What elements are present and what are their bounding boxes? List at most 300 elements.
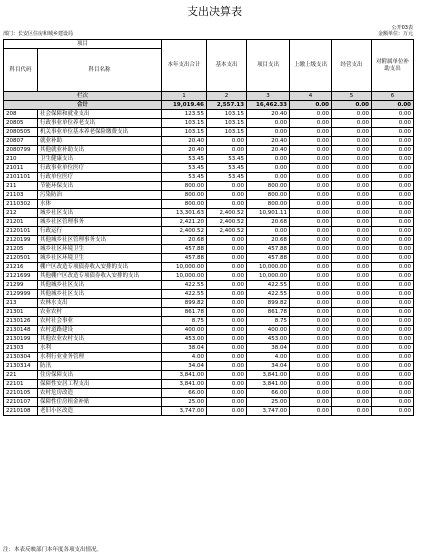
amount-cell: 0.00	[247, 155, 290, 164]
amount-cell: 0.00	[290, 389, 332, 398]
table-row	[4, 299, 414, 308]
amount-cell: 0.00	[332, 281, 372, 290]
amount-cell: 10,000.00	[162, 272, 207, 281]
seq-cell: 3	[247, 92, 290, 101]
amount-cell: 20.68	[247, 236, 290, 245]
amount-cell: 2,400.52	[162, 227, 207, 236]
subject-code: 2210107	[4, 398, 38, 407]
table-row	[4, 353, 414, 362]
amount-cell: 899.82	[247, 299, 290, 308]
amount-cell: 0.00	[207, 335, 247, 344]
amount-cell: 0.00	[207, 407, 247, 416]
subject-code: 2110302	[4, 200, 38, 209]
amount-cell: 0.00	[372, 326, 414, 335]
amount-cell: 0.00	[290, 227, 332, 236]
subject-name: 防汛	[38, 362, 162, 371]
amount-cell: 0.00	[372, 308, 414, 317]
amount-cell: 0.00	[332, 227, 372, 236]
amount-cell: 0.00	[290, 137, 332, 146]
seq-cell: 1	[162, 92, 207, 101]
table-row	[4, 128, 414, 137]
amount-cell: 0.00	[290, 209, 332, 218]
amount-cell: 422.55	[162, 281, 207, 290]
amount-cell: 457.88	[162, 254, 207, 263]
amount-cell: 0.00	[372, 371, 414, 380]
subject-name: 城乡社区支出	[38, 209, 162, 218]
amount-cell: 0.00	[372, 200, 414, 209]
amount-cell: 453.00	[162, 335, 207, 344]
subject-name: 城乡社区环境卫生	[38, 245, 162, 254]
table-note: 注：本表反映部门本年度各项支出情况。	[3, 547, 103, 553]
header-basic: 基本支出	[207, 40, 247, 92]
amount-cell: 2,400.52	[207, 218, 247, 227]
amount-cell: 3,747.00	[162, 407, 207, 416]
amount-cell: 20.68	[247, 218, 290, 227]
subject-name: 其他城乡社区管理事务支出	[38, 236, 162, 245]
header-code: 科目代码	[4, 49, 38, 92]
amount-cell: 3,841.00	[247, 371, 290, 380]
amount-cell: 0.00	[207, 137, 247, 146]
subject-name: 老旧小区改造	[38, 407, 162, 416]
amount-cell: 0.00	[332, 317, 372, 326]
amount-cell: 0.00	[372, 317, 414, 326]
amount-cell: 0.00	[247, 119, 290, 128]
amount-cell: 0.00	[372, 254, 414, 263]
subject-code: 21103	[4, 191, 38, 200]
amount-cell: 0.00	[290, 272, 332, 281]
table-row	[4, 191, 414, 200]
subject-name: 农村道路建设	[38, 326, 162, 335]
form-number: 公开03表	[391, 25, 413, 31]
table-row	[4, 200, 414, 209]
amount-cell: 20.40	[162, 137, 207, 146]
subject-name: 其他就业补助支出	[38, 146, 162, 155]
header-total: 本年支出合计	[162, 40, 207, 92]
amount-cell: 800.00	[247, 200, 290, 209]
amount-cell: 0.00	[332, 164, 372, 173]
amount-cell: 0.00	[290, 164, 332, 173]
amount-cell: 0.00	[290, 254, 332, 263]
table-row	[4, 164, 414, 173]
amount-cell: 4.00	[162, 353, 207, 362]
amount-cell: 0.00	[290, 146, 332, 155]
subject-name: 水利行业业务管理	[38, 353, 162, 362]
subject-code: 2210105	[4, 389, 38, 398]
table-row	[4, 326, 414, 335]
table-row	[4, 281, 414, 290]
subject-name: 卫生健康支出	[38, 155, 162, 164]
amount-cell: 103.15	[207, 110, 247, 119]
amount-cell: 0.00	[332, 182, 372, 191]
subject-name: 行政单位医疗	[38, 173, 162, 182]
amount-cell: 2,421.20	[162, 218, 207, 227]
amount-cell: 0.00	[247, 227, 290, 236]
subject-name: 农村危房改造	[38, 389, 162, 398]
amount-cell: 457.88	[162, 245, 207, 254]
table-row	[4, 407, 414, 416]
subject-name: 棚户区改造专项债券收入安排的支出	[38, 263, 162, 272]
amount-cell: 8.75	[247, 317, 290, 326]
amount-cell: 0.00	[207, 254, 247, 263]
table-row	[4, 227, 414, 236]
subject-code: 2120101	[4, 227, 38, 236]
amount-cell: 0.00	[332, 272, 372, 281]
subject-code: 2080505	[4, 128, 38, 137]
amount-cell: 0.00	[372, 182, 414, 191]
amount-cell: 0.00	[332, 119, 372, 128]
subject-name: 行政运行	[38, 227, 162, 236]
amount-cell: 0.00	[207, 299, 247, 308]
amount-cell: 0.00	[332, 209, 372, 218]
amount-cell: 13,301.63	[162, 209, 207, 218]
amount-cell: 0.00	[290, 290, 332, 299]
amount-cell: 0.00	[372, 263, 414, 272]
header-name: 科目名称	[38, 49, 162, 92]
amount-cell: 53.45	[162, 155, 207, 164]
subject-name: 水体	[38, 200, 162, 209]
amount-cell: 123.55	[162, 110, 207, 119]
table-row	[4, 182, 414, 191]
table-row	[4, 380, 414, 389]
amount-cell: 0.00	[290, 407, 332, 416]
amount-cell: 0.00	[372, 236, 414, 245]
amount-cell: 0.00	[372, 164, 414, 173]
table-row	[4, 254, 414, 263]
amount-cell: 0.00	[290, 344, 332, 353]
amount-cell: 0.00	[290, 200, 332, 209]
amount-cell: 0.00	[372, 218, 414, 227]
table-row	[4, 308, 414, 317]
amount-cell: 20.40	[247, 110, 290, 119]
table-row	[4, 317, 414, 326]
amount-cell: 2,400.52	[207, 227, 247, 236]
header-subsidy: 对附属单位补助支出	[372, 40, 414, 92]
amount-cell: 3,841.00	[247, 380, 290, 389]
amount-cell: 0.00	[372, 245, 414, 254]
subject-code: 2120501	[4, 254, 38, 263]
amount-cell: 20.40	[247, 137, 290, 146]
amount-cell: 0.00	[207, 272, 247, 281]
amount-cell: 0.00	[290, 335, 332, 344]
amount-cell: 0.00	[372, 299, 414, 308]
subject-code: 21201	[4, 218, 38, 227]
subject-code: 21303	[4, 344, 38, 353]
table-row	[4, 218, 414, 227]
subject-code: 2130148	[4, 326, 38, 335]
amount-cell: 422.55	[247, 290, 290, 299]
subject-code: 20805	[4, 119, 38, 128]
amount-cell: 0.00	[207, 308, 247, 317]
amount-cell: 53.45	[207, 155, 247, 164]
subject-name: 城乡社区管理事务	[38, 218, 162, 227]
table-row	[4, 155, 414, 164]
amount-cell: 0.00	[207, 200, 247, 209]
amount-cell: 0.00	[372, 407, 414, 416]
amount-cell: 53.45	[162, 173, 207, 182]
amount-cell: 10,000.00	[247, 263, 290, 272]
amount-cell: 38.04	[162, 344, 207, 353]
subject-code: 2130304	[4, 353, 38, 362]
amount-cell: 103.15	[162, 128, 207, 137]
total-row	[4, 101, 414, 110]
subject-code: 21301	[4, 308, 38, 317]
subject-code: 20807	[4, 137, 38, 146]
amount-cell: 3,747.00	[247, 407, 290, 416]
amount-cell: 0.00	[372, 398, 414, 407]
amount-cell: 0.00	[332, 128, 372, 137]
amount-cell: 0.00	[207, 263, 247, 272]
amount-cell: 0.00	[372, 209, 414, 218]
subject-code: 21216	[4, 263, 38, 272]
subject-name: 其他农业农村支出	[38, 335, 162, 344]
amount-cell: 0.00	[332, 290, 372, 299]
amount-cell: 0.00	[290, 182, 332, 191]
amount-cell: 0.00	[332, 263, 372, 272]
amount-cell: 800.00	[247, 182, 290, 191]
amount-cell: 0.00	[332, 146, 372, 155]
amount-cell: 8.75	[162, 317, 207, 326]
amount-cell: 457.88	[247, 254, 290, 263]
amount-cell: 0.00	[372, 128, 414, 137]
total-cell: 16,462.33	[247, 101, 290, 110]
subject-code: 213	[4, 299, 38, 308]
amount-cell: 66.00	[247, 389, 290, 398]
table-row	[4, 344, 414, 353]
amount-cell: 0.00	[290, 119, 332, 128]
subject-code: 2130314	[4, 362, 38, 371]
subject-name: 农林水支出	[38, 299, 162, 308]
amount-cell: 0.00	[207, 398, 247, 407]
subject-code: 2080799	[4, 146, 38, 155]
amount-cell: 0.00	[372, 119, 414, 128]
amount-cell: 0.00	[290, 191, 332, 200]
amount-cell: 0.00	[332, 110, 372, 119]
amount-cell: 861.78	[247, 308, 290, 317]
amount-cell: 0.00	[332, 398, 372, 407]
amount-cell: 0.00	[332, 335, 372, 344]
amount-cell: 3,841.00	[162, 380, 207, 389]
subject-code: 221	[4, 371, 38, 380]
table-row	[4, 236, 414, 245]
amount-cell: 0.00	[372, 137, 414, 146]
amount-cell: 400.00	[247, 326, 290, 335]
amount-cell: 0.00	[207, 380, 247, 389]
subject-name: 保障性安居工程支出	[38, 380, 162, 389]
amount-cell: 20.68	[162, 236, 207, 245]
subject-code: 2130199	[4, 335, 38, 344]
amount-cell: 0.00	[207, 281, 247, 290]
amount-cell: 0.00	[332, 308, 372, 317]
amount-cell: 0.00	[332, 299, 372, 308]
seq-cell: 5	[332, 92, 372, 101]
amount-cell: 0.00	[372, 155, 414, 164]
amount-cell: 0.00	[372, 290, 414, 299]
table-row	[4, 137, 414, 146]
seq-cell: 4	[290, 92, 332, 101]
amount-cell: 453.00	[247, 335, 290, 344]
amount-cell: 0.00	[332, 389, 372, 398]
subject-name: 行政事业单位医疗	[38, 164, 162, 173]
subject-code: 2210108	[4, 407, 38, 416]
amount-cell: 25.00	[162, 398, 207, 407]
amount-cell: 0.00	[332, 326, 372, 335]
table-row	[4, 173, 414, 182]
table-row	[4, 146, 414, 155]
amount-cell: 0.00	[332, 236, 372, 245]
total-label: 合计	[4, 101, 162, 110]
amount-cell: 0.00	[207, 191, 247, 200]
table-row	[4, 245, 414, 254]
subject-code: 2129999	[4, 290, 38, 299]
seq-cell: 6	[372, 92, 414, 101]
amount-cell: 0.00	[247, 128, 290, 137]
subject-code: 211	[4, 182, 38, 191]
header-project: 项目支出	[247, 40, 290, 92]
amount-cell: 38.04	[247, 344, 290, 353]
amount-cell: 0.00	[290, 371, 332, 380]
sequence-row	[4, 92, 414, 101]
table-row	[4, 362, 414, 371]
total-cell: 0.00	[290, 101, 332, 110]
amount-cell: 0.00	[290, 299, 332, 308]
total-cell: 19,019.46	[162, 101, 207, 110]
amount-cell: 0.00	[332, 245, 372, 254]
subject-name: 机关事业单位基本养老保险缴费支出	[38, 128, 162, 137]
amount-cell: 0.00	[372, 272, 414, 281]
amount-cell: 0.00	[207, 371, 247, 380]
amount-cell: 2,400.52	[207, 209, 247, 218]
table-row	[4, 371, 414, 380]
amount-cell: 0.00	[207, 389, 247, 398]
amount-cell: 800.00	[247, 191, 290, 200]
subject-name: 其他棚户区改造专项债券收入安排的支出	[38, 272, 162, 281]
subject-code: 2121699	[4, 272, 38, 281]
amount-cell: 4.00	[247, 353, 290, 362]
total-cell: 0.00	[372, 101, 414, 110]
amount-cell: 0.00	[290, 317, 332, 326]
amount-cell: 0.00	[332, 173, 372, 182]
department-label: 部门：长安区住房和城乡建设局	[3, 31, 74, 37]
subject-code: 21205	[4, 245, 38, 254]
amount-cell: 0.00	[372, 110, 414, 119]
amount-cell: 0.00	[290, 236, 332, 245]
amount-cell: 0.00	[290, 245, 332, 254]
amount-cell: 899.82	[162, 299, 207, 308]
subject-code: 2101101	[4, 173, 38, 182]
amount-cell: 400.00	[162, 326, 207, 335]
amount-cell: 0.00	[332, 218, 372, 227]
amount-cell: 53.45	[207, 173, 247, 182]
amount-cell: 422.55	[162, 290, 207, 299]
amount-cell: 0.00	[332, 407, 372, 416]
amount-cell: 0.00	[207, 182, 247, 191]
amount-cell: 0.00	[332, 353, 372, 362]
subject-code: 208	[4, 110, 38, 119]
subject-name: 农业农村	[38, 308, 162, 317]
subject-name: 其他城乡社区支出	[38, 281, 162, 290]
subject-name: 污染防治	[38, 191, 162, 200]
amount-cell: 10,000.00	[162, 263, 207, 272]
amount-cell: 0.00	[207, 317, 247, 326]
amount-cell: 66.00	[162, 389, 207, 398]
amount-cell: 0.00	[207, 353, 247, 362]
subject-name: 其他城乡社区支出	[38, 290, 162, 299]
amount-cell: 0.00	[290, 173, 332, 182]
amount-cell: 20.40	[162, 146, 207, 155]
subject-name: 就业补助	[38, 137, 162, 146]
table-row	[4, 398, 414, 407]
amount-cell: 0.00	[290, 110, 332, 119]
amount-cell: 0.00	[372, 362, 414, 371]
subject-name: 社会保障和就业支出	[38, 110, 162, 119]
subject-name: 节能环保支出	[38, 182, 162, 191]
amount-cell: 103.15	[207, 128, 247, 137]
header-business: 经营支出	[332, 40, 372, 92]
amount-cell: 53.45	[162, 164, 207, 173]
amount-cell: 0.00	[290, 398, 332, 407]
amount-cell: 0.00	[290, 362, 332, 371]
amount-cell: 800.00	[162, 182, 207, 191]
expenditure-table	[3, 39, 414, 416]
subject-name: 保障性住房租金补贴	[38, 398, 162, 407]
amount-cell: 0.00	[372, 335, 414, 344]
subject-code: 212	[4, 209, 38, 218]
amount-cell: 0.00	[372, 191, 414, 200]
seq-cell: 2	[207, 92, 247, 101]
amount-cell: 0.00	[290, 218, 332, 227]
amount-cell: 0.00	[372, 146, 414, 155]
unit-label: 金额单位：万元	[377, 31, 413, 37]
header-project-group: 项目	[4, 40, 162, 49]
amount-cell: 0.00	[332, 362, 372, 371]
amount-cell: 0.00	[332, 380, 372, 389]
amount-cell: 0.00	[207, 146, 247, 155]
amount-cell: 0.00	[290, 155, 332, 164]
amount-cell: 0.00	[247, 173, 290, 182]
amount-cell: 103.15	[162, 119, 207, 128]
subject-code: 22101	[4, 380, 38, 389]
amount-cell: 0.00	[332, 155, 372, 164]
table-row	[4, 272, 414, 281]
amount-cell: 0.00	[332, 200, 372, 209]
amount-cell: 10,000.00	[247, 272, 290, 281]
amount-cell: 0.00	[290, 308, 332, 317]
amount-cell: 0.00	[332, 344, 372, 353]
amount-cell: 0.00	[332, 371, 372, 380]
subject-code: 2130126	[4, 317, 38, 326]
amount-cell: 0.00	[372, 389, 414, 398]
amount-cell: 0.00	[207, 245, 247, 254]
page-title: 支出决算表	[187, 5, 242, 18]
amount-cell: 0.00	[290, 326, 332, 335]
subject-code: 2120199	[4, 236, 38, 245]
amount-cell: 457.88	[247, 245, 290, 254]
amount-cell: 0.00	[207, 290, 247, 299]
table-row	[4, 389, 414, 398]
seq-label: 栏次	[4, 92, 162, 101]
amount-cell: 0.00	[207, 236, 247, 245]
amount-cell: 422.55	[247, 281, 290, 290]
amount-cell: 0.00	[372, 353, 414, 362]
amount-cell: 861.78	[162, 308, 207, 317]
table-row	[4, 209, 414, 218]
amount-cell: 0.00	[372, 344, 414, 353]
amount-cell: 0.00	[332, 137, 372, 146]
amount-cell: 0.00	[207, 326, 247, 335]
total-cell: 2,557.13	[207, 101, 247, 110]
amount-cell: 0.00	[372, 281, 414, 290]
table-row	[4, 110, 414, 119]
